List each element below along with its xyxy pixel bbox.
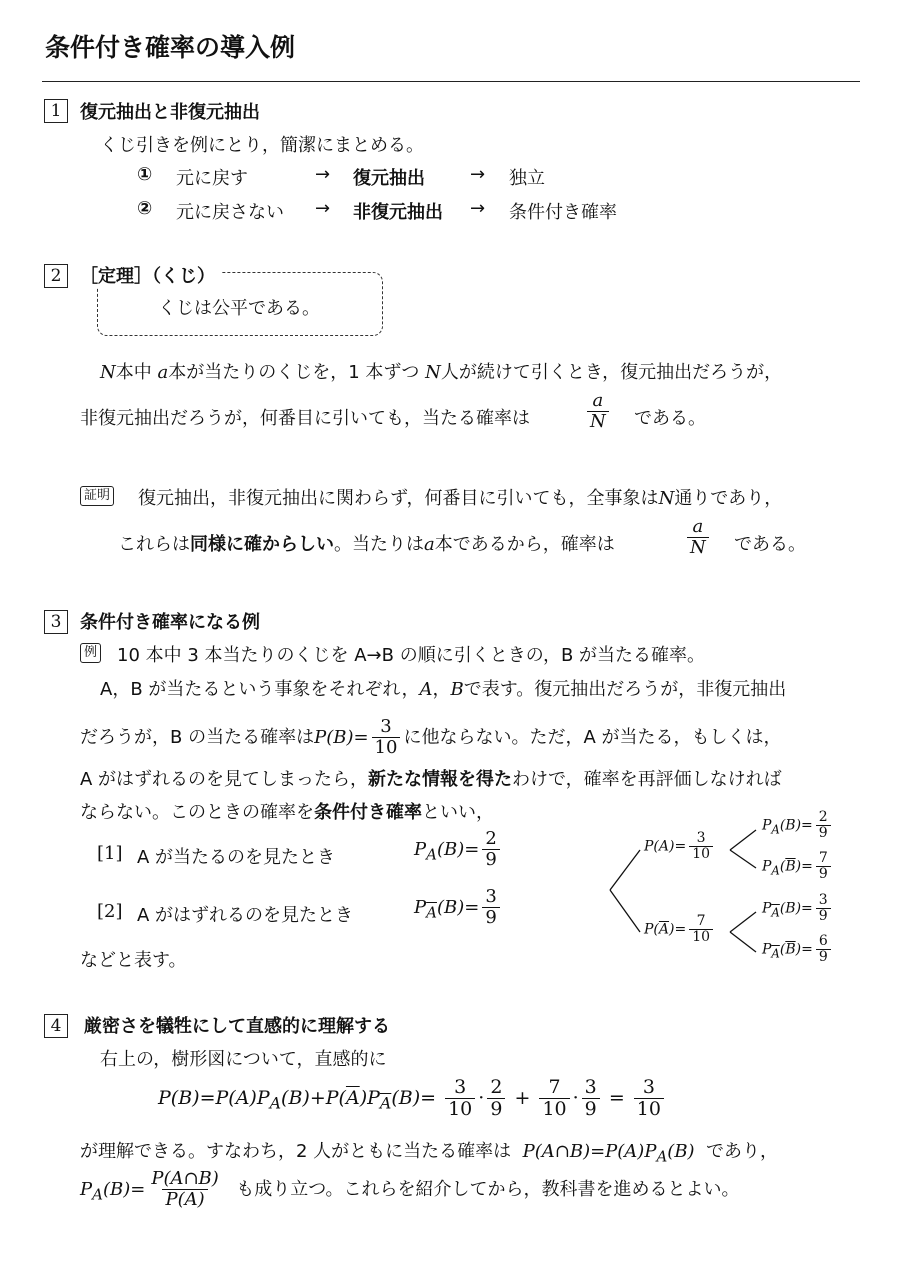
result: 条件付き確率	[509, 202, 617, 223]
paragraph: だろうが，B の当たる確率はP(B)= $\frac{3}{10}$ に他ならない。ただ，A が当たる，もしくは，	[80, 716, 782, 758]
tree-leaf: $P_A(B)=$ $\frac{2}{9}$	[762, 810, 834, 841]
paragraph: A，B が当たるという事象をそれぞれ，A，Bで表す。復元抽出だろうが，非復元抽出	[100, 679, 787, 700]
list-item	[137, 164, 152, 185]
main-equation: $P(B)=P(A)P_A(B)+P(\overline{A})P_{\overline{A}}(B)=$ $\frac{3}{10}$ · $\frac{2}{9}$ + $\frac{7}{10}$ · $\frac{3}{9}$ = $\frac{3}{10}$	[158, 1078, 667, 1120]
arrow: →	[470, 198, 486, 219]
section-number-box: 1	[44, 99, 68, 123]
paragraph: A がはずれるのを見てしまったら，新たな情報を得たわけで，確率を再評価しなければ	[80, 769, 782, 790]
list-item	[137, 198, 152, 219]
term: 非復元抽出	[353, 202, 443, 223]
tree-node-pna: $P(\overline{A})=$ $\frac{7}{10}$	[644, 914, 716, 945]
tree-node-pa: P(A)= $\frac{3}{10}$	[644, 831, 716, 862]
list-marker: ①	[137, 164, 153, 185]
paragraph: が理解できる。すなわち，2 人がともに当たる確率は $P(A\cap B)=P(A)P_A(B)$ であり，	[80, 1141, 779, 1166]
fraction: $\frac{a}{N}$	[684, 518, 712, 558]
page-title: 条件付き確率の導入例	[45, 33, 296, 62]
section-heading: ［定理］（くじ）	[80, 262, 221, 288]
tree-leaf: $P_{\overline{A}}(\overline{B})=$ $\frac{6}{9}$	[762, 934, 834, 965]
arrow: →	[315, 198, 331, 219]
result: 独立	[509, 168, 545, 189]
proof-tag: 証明	[80, 486, 114, 506]
case-text: A がはずれるのを見たとき	[137, 905, 354, 926]
proof-end: である。	[734, 534, 806, 555]
arrow: →	[315, 164, 331, 185]
tree-branch	[730, 932, 756, 952]
list-item-text: 元に戻す	[176, 168, 248, 189]
case-formula: $P_{\overline{A}}(B)=$ $\frac{3}{9}$	[414, 888, 503, 928]
tree-branch	[730, 850, 756, 868]
fraction: $\frac{a}{N}$	[584, 392, 612, 432]
case-number: [2]	[97, 901, 123, 922]
title-rule	[42, 81, 860, 82]
list-item-text: 元に戻さない	[176, 202, 284, 223]
list-marker: ②	[137, 198, 153, 219]
paragraph: 非復元抽出だろうが，何番目に引いても，当たる確率は	[80, 408, 530, 429]
case-text: A が当たるのを見たとき	[137, 847, 336, 868]
tree-leaf: $P_A(\overline{B})=$ $\frac{7}{9}$	[762, 851, 834, 882]
section-intro: 右上の，樹形図について，直感的に	[100, 1049, 387, 1070]
arrow: →	[470, 164, 486, 185]
section-heading: 復元抽出と非復元抽出	[80, 102, 260, 123]
paragraph: などと表す。	[80, 950, 187, 971]
tree-branch	[610, 850, 640, 890]
tree-branch	[610, 890, 640, 932]
section-intro: くじ引きを例にとり，簡潔にまとめる。	[100, 135, 424, 156]
tree-branch	[730, 912, 756, 932]
paragraph: ならない。このときの確率を条件付き確率といい，	[80, 802, 494, 823]
section-number-box: 3	[44, 610, 68, 634]
proof-text: 復元抽出，非復元抽出に関わらず，何番目に引いても，全事象はN通りであり，	[138, 488, 783, 509]
term: 復元抽出	[353, 168, 425, 189]
section-number-box: 4	[44, 1014, 68, 1038]
case-number: [1]	[97, 843, 123, 864]
tree-branch	[730, 830, 756, 850]
proof-text: これらは同様に確からしい。当たりはa本であるから，確率は	[118, 534, 615, 555]
paragraph: N本中 a本が当たりのくじを，1 本ずつ N人が続けて引くとき，復元抽出だろうが，	[100, 362, 783, 383]
theorem-text: くじは公平である。	[158, 298, 320, 319]
example-tag: 例	[80, 643, 101, 663]
tree-leaf: $P_{\overline{A}}(B)=$ $\frac{3}{9}$	[762, 893, 834, 924]
paragraph: $P_A(B)=$ $\frac{P(A\cap B)}{P(A)}$ も成り立つ。これらを紹介してから，教科書を進めるとよい。	[80, 1168, 740, 1210]
paragraph-end: である。	[634, 408, 706, 429]
section-number-box: 2	[44, 264, 68, 288]
section-heading: 厳密さを犠牲にして直感的に理解する	[84, 1016, 390, 1037]
example-text: 10 本中 3 本当たりのくじを A→B の順に引くときの，B が当たる確率。	[117, 645, 706, 666]
section-heading: 条件付き確率になる例	[80, 612, 260, 633]
case-formula: $P_A(B)=$ $\frac{2}{9}$	[414, 830, 503, 870]
